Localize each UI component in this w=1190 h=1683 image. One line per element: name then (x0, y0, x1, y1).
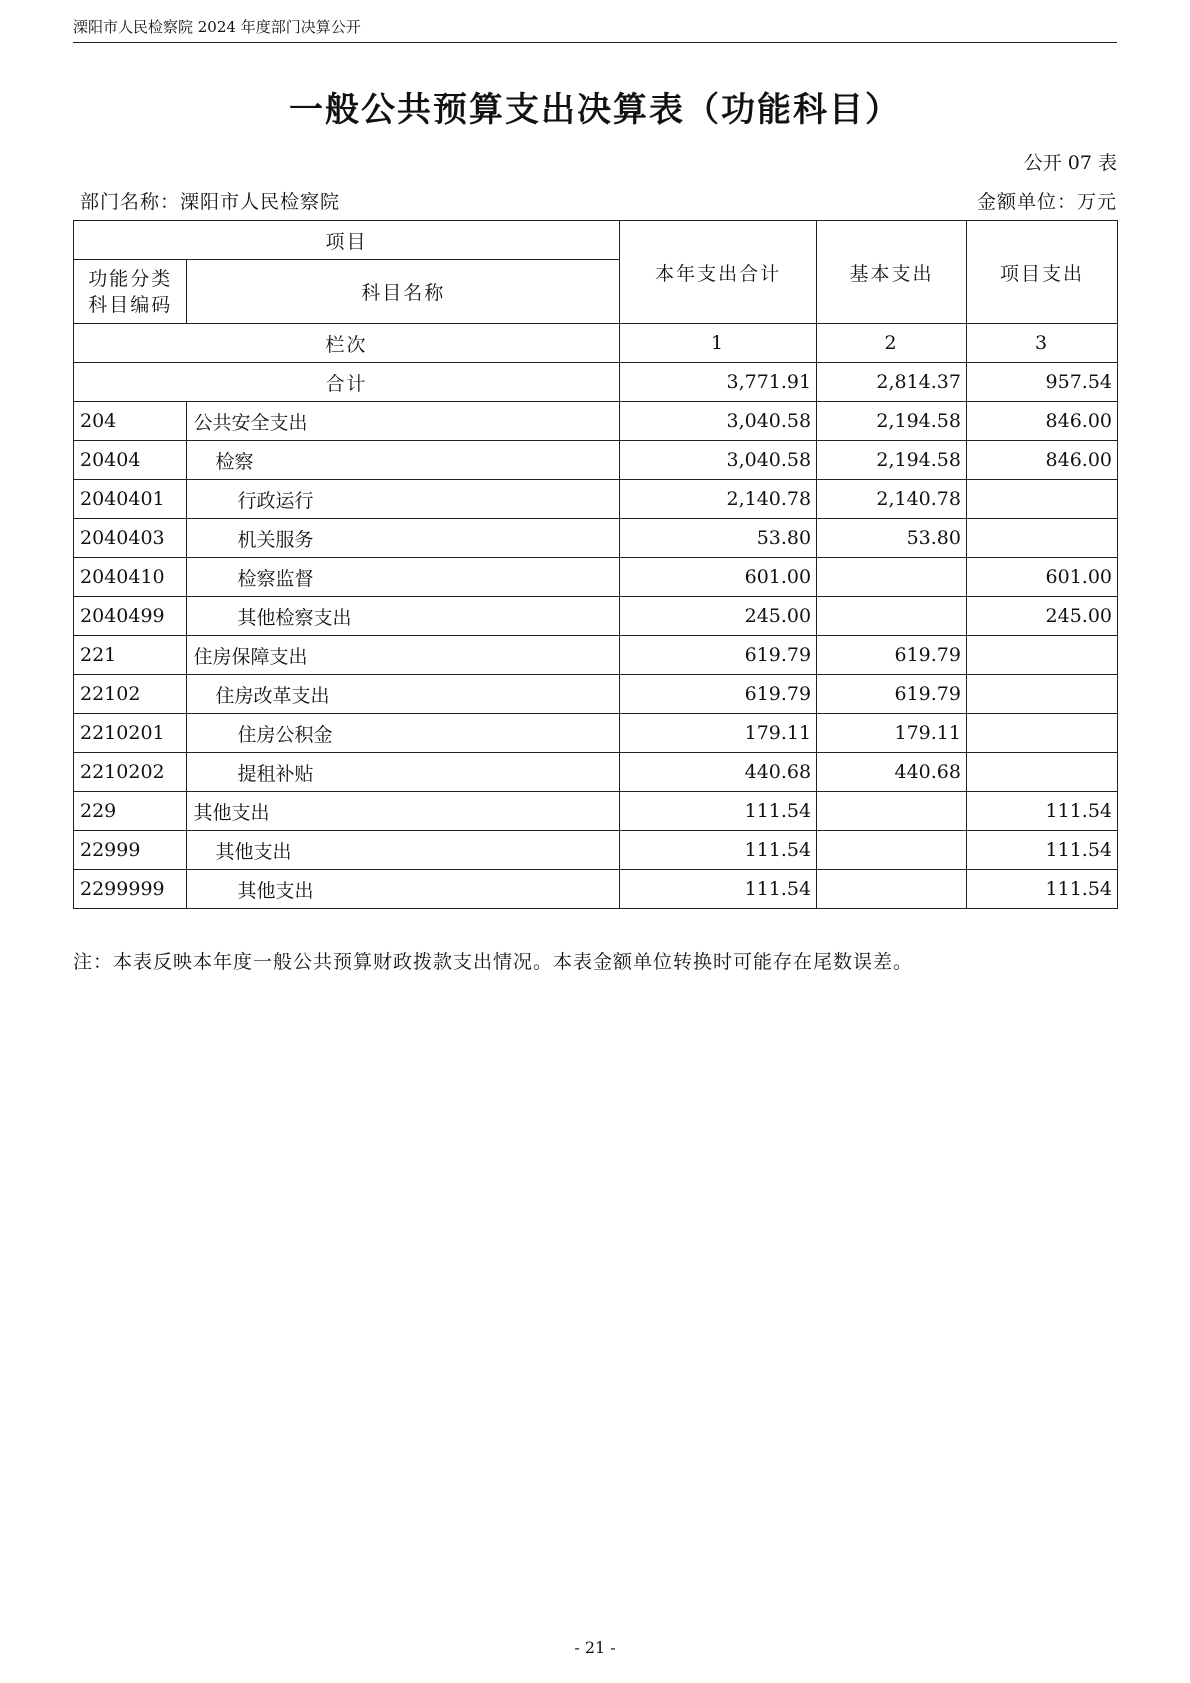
table-row (74, 714, 1118, 753)
sum-project: 957.54 (966, 363, 1117, 402)
row-project: 846.00 (966, 441, 1117, 480)
row-total: 619.79 (620, 675, 817, 714)
row-name: 住房改革支出 (187, 675, 620, 714)
row-code: 2299999 (74, 870, 187, 909)
row-name: 其他支出 (187, 792, 620, 831)
header-item: 项目 (74, 221, 620, 260)
row-project: 111.54 (966, 870, 1117, 909)
table-row (74, 597, 1118, 636)
row-code: 2040499 (74, 597, 187, 636)
running-header: 溧阳市人民检察院 2024 年度部门决算公开 (73, 16, 1117, 43)
header-project: 项目支出 (966, 221, 1117, 324)
row-project (966, 480, 1117, 519)
row-total: 601.00 (620, 558, 817, 597)
row-basic: 619.79 (817, 636, 967, 675)
table-row (74, 519, 1118, 558)
row-project (966, 714, 1117, 753)
row-project: 846.00 (966, 402, 1117, 441)
table-row (74, 792, 1118, 831)
department-label: 部门名称：溧阳市人民检察院 (80, 191, 341, 213)
unit-label: 金额单位：万元 (976, 191, 1117, 213)
row-name: 行政运行 (187, 480, 620, 519)
page-number: - 21 - (574, 1638, 616, 1657)
row-project (966, 519, 1117, 558)
row-total: 3,040.58 (620, 441, 817, 480)
row-basic (817, 831, 967, 870)
row-total: 111.54 (620, 792, 817, 831)
row-project: 111.54 (966, 831, 1117, 870)
row-total: 440.68 (620, 753, 817, 792)
row-total: 245.00 (620, 597, 817, 636)
row-basic (817, 597, 967, 636)
row-name: 机关服务 (187, 519, 620, 558)
row-basic: 2,140.78 (817, 480, 967, 519)
table-row (74, 753, 1118, 792)
table-row (74, 675, 1118, 714)
table-row (74, 441, 1118, 480)
row-total: 53.80 (620, 519, 817, 558)
row-code: 20404 (74, 441, 187, 480)
sum-row (74, 363, 1118, 402)
row-code: 2040410 (74, 558, 187, 597)
row-name: 其他检察支出 (187, 597, 620, 636)
row-code: 2210202 (74, 753, 187, 792)
col-index-label: 栏次 (74, 324, 620, 363)
row-code: 2210201 (74, 714, 187, 753)
row-code: 229 (74, 792, 187, 831)
form-number: 公开 07 表 (1023, 152, 1117, 174)
expenditure-table (73, 220, 1118, 909)
row-code: 2040401 (74, 480, 187, 519)
row-basic: 440.68 (817, 753, 967, 792)
table-row (74, 870, 1118, 909)
sum-label: 合计 (74, 363, 620, 402)
row-code: 221 (74, 636, 187, 675)
row-name: 检察 (187, 441, 620, 480)
header-total: 本年支出合计 (620, 221, 817, 324)
row-basic (817, 558, 967, 597)
table-row (74, 402, 1118, 441)
table-row (74, 636, 1118, 675)
row-project (966, 675, 1117, 714)
row-project: 245.00 (966, 597, 1117, 636)
row-total: 619.79 (620, 636, 817, 675)
sum-basic: 2,814.37 (817, 363, 967, 402)
row-total: 111.54 (620, 870, 817, 909)
row-total: 179.11 (620, 714, 817, 753)
sum-total: 3,771.91 (620, 363, 817, 402)
row-basic: 619.79 (817, 675, 967, 714)
row-code: 2040403 (74, 519, 187, 558)
col-index-1: 1 (620, 324, 817, 363)
col-index-2: 2 (817, 324, 967, 363)
row-project: 601.00 (966, 558, 1117, 597)
page-title: 一般公共预算支出决算表（功能科目） (289, 90, 901, 130)
row-project: 111.54 (966, 792, 1117, 831)
row-name: 住房公积金 (187, 714, 620, 753)
row-name: 检察监督 (187, 558, 620, 597)
row-total: 2,140.78 (620, 480, 817, 519)
row-name: 提租补贴 (187, 753, 620, 792)
table-note: 注：本表反映本年度一般公共预算财政拨款支出情况。本表金额单位转换时可能存在尾数误差。 (73, 951, 914, 973)
row-total: 3,040.58 (620, 402, 817, 441)
row-name: 其他支出 (187, 870, 620, 909)
row-name: 其他支出 (187, 831, 620, 870)
row-basic: 2,194.58 (817, 402, 967, 441)
table-row (74, 831, 1118, 870)
row-basic (817, 792, 967, 831)
row-name: 公共安全支出 (187, 402, 620, 441)
col-index-3: 3 (966, 324, 1117, 363)
row-total: 111.54 (620, 831, 817, 870)
header-code-line2: 科目编码 (88, 293, 173, 316)
row-name: 住房保障支出 (187, 636, 620, 675)
row-project (966, 753, 1117, 792)
header-name: 科目名称 (187, 260, 620, 324)
row-basic: 2,194.58 (817, 441, 967, 480)
table-row (74, 558, 1118, 597)
row-code: 204 (74, 402, 187, 441)
header-code (74, 260, 187, 324)
row-basic (817, 870, 967, 909)
row-basic: 179.11 (817, 714, 967, 753)
row-basic: 53.80 (817, 519, 967, 558)
row-project (966, 636, 1117, 675)
header-code-line1: 功能分类 (88, 267, 173, 290)
row-code: 22102 (74, 675, 187, 714)
row-code: 22999 (74, 831, 187, 870)
header-basic: 基本支出 (817, 221, 967, 324)
table-row (74, 480, 1118, 519)
